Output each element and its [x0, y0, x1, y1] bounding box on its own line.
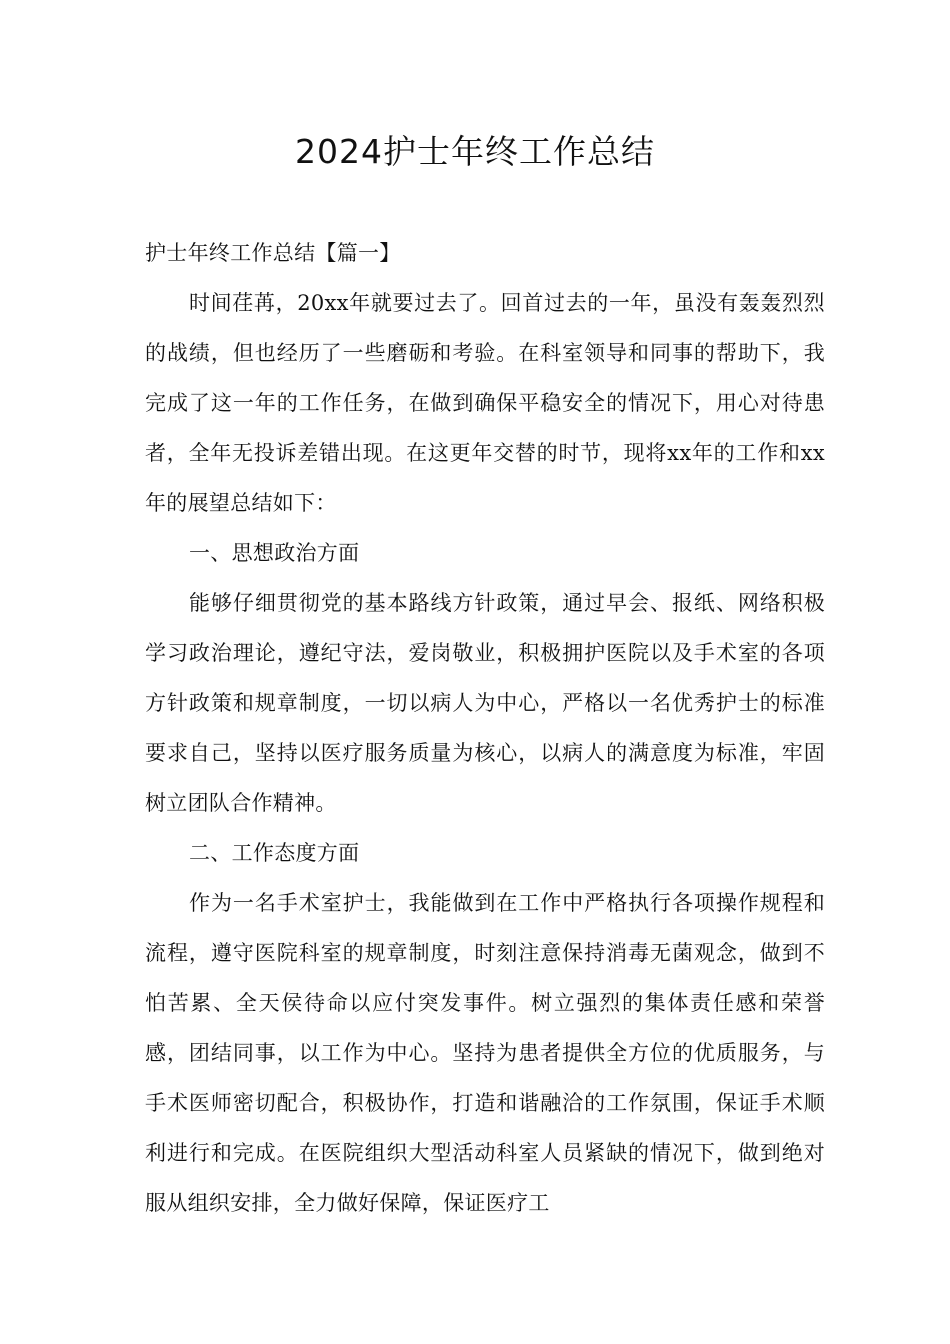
document-title: 2024护士年终工作总结 — [295, 132, 655, 171]
document-body — [145, 228, 825, 1228]
section-heading: 护士年终工作总结【篇一】 — [145, 241, 401, 265]
heading-attitude: 二、工作态度方面 — [189, 841, 360, 865]
paragraph-intro: 时间荏苒，20xx年就要过去了。回首过去的一年，虽没有轰轰烈烈的战绩，但也经历了一些磨砺和考验。在科室领导和同事的帮助下，我完成了这一年的工作任务，在做到确保平稳安全的情况下，用心对待患者，全年无投诉差错出现。在这更年交替的时节，现将xx年的工作和xx年的展望总结如下： — [145, 291, 825, 515]
paragraph-attitude: 作为一名手术室护士，我能做到在工作中严格执行各项操作规程和流程，遵守医院科室的规章制度，时刻注意保持消毒无菌观念，做到不怕苦累、全天侯待命以应付突发事件。树立强烈的集体责任感和荣誉感，团结同事，以工作为中心。坚持为患者提供全方位的优质服务，与手术医师密切配合，积极协作，打造和谐融洽的工作氛围，保证手术顺利进行和完成。在医院组织大型活动科室人员紧缺的情况下，做到绝对服从组织安排，全力做好保障，保证医疗工 — [145, 891, 825, 1215]
paragraph-political: 能够仔细贯彻党的基本路线方针政策，通过早会、报纸、网络积极学习政治理论，遵纪守法，爱岗敬业，积极拥护医院以及手术室的各项方针政策和规章制度，一切以病人为中心，严格以一名优秀护士的标准要求自己，坚持以医疗服务质量为核心，以病人的满意度为标准，牢固树立团队合作精神。 — [145, 591, 825, 815]
heading-political: 一、思想政治方面 — [189, 541, 360, 565]
